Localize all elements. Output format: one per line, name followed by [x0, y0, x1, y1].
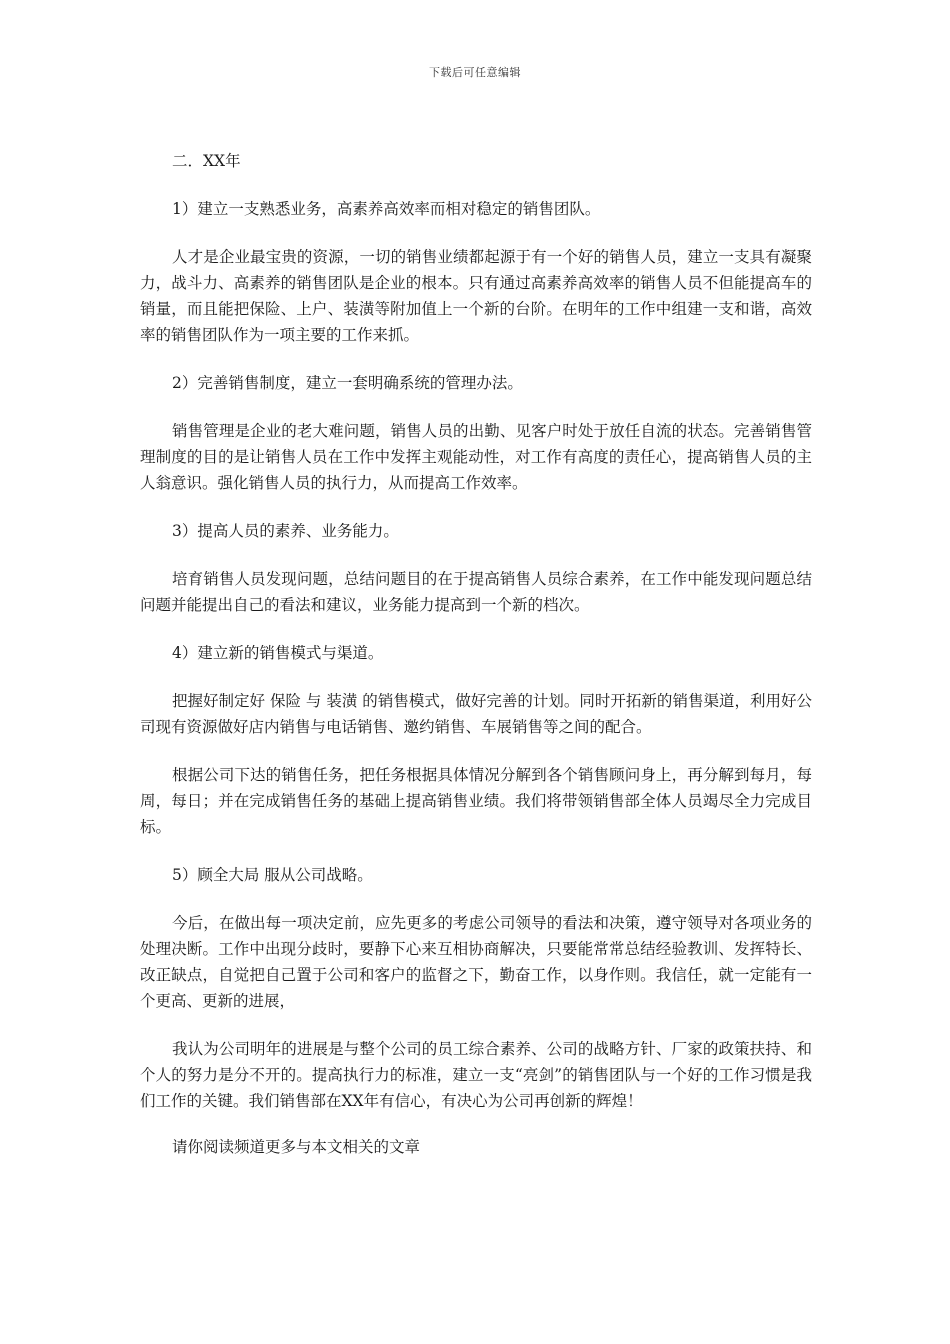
item-heading-2: 2）完善销售制度，建立一套明确系统的管理办法。 [172, 374, 523, 392]
paragraph-management: 销售管理是企业的老大难问题，销售人员的出勤、见客户时处于放任自流的状态。完善销售管理制度的目的是让销售人员在工作中发挥主观能动性，对工作有高度的责任心，提高销售人员的主人翁意识。强化销售人员的执行力，从而提高工作效率。 [140, 422, 812, 492]
document-body [140, 148, 812, 1160]
paragraph-sales-tasks: 根据公司下达的销售任务，把任务根据具体情况分解到各个销售顾问身上，再分解到每月，每周，每日；并在完成销售任务的基础上提高销售业绩。我们将带领销售部全体人员竭尽全力完成目标。 [140, 766, 812, 836]
paragraph-talent: 人才是企业最宝贵的资源，一切的销售业绩都起源于有一个好的销售人员，建立一支具有凝聚力，战斗力、高素养的销售团队是企业的根本。只有通过高素养高效率的销售人员不但能提高车的销量，而且能把保险、上户、装潢等附加值上一个新的台阶。在明年的工作中组建一支和谐，高效率的销售团队作为一项主要的工作来抓。 [140, 248, 812, 344]
item-heading-4: 4）建立新的销售模式与渠道。 [172, 644, 384, 662]
section-heading: 二．XX年 [172, 152, 241, 170]
paragraph-conclusion: 我认为公司明年的进展是与整个公司的员工综合素养、公司的战略方针、厂家的政策扶持、和个人的努力是分不开的。提高执行力的标准，建立一支“亮剑”的销售团队与一个好的工作习惯是我们工作的关键。我们销售部在XX年有信心，有决心为公司再创新的辉煌！ [140, 1040, 812, 1110]
related-articles-text: 请你阅读频道更多与本文相关的文章 [172, 1138, 421, 1156]
paragraph-decisions: 今后，在做出每一项决定前，应先更多的考虑公司领导的看法和决策，遵守领导对各项业务的处理决断。工作中出现分歧时，要静下心来互相协商解决，只要能常常总结经验教训、发挥特长、改正缺点，自觉把自己置于公司和客户的监督之下，勤奋工作，以身作则。我信任，就一定能有一个更高、更新的进展， [140, 914, 812, 1010]
page-header: 下载后可任意编辑 [429, 66, 521, 79]
paragraph-sales-model: 把握好制定好 保险 与 装潢 的销售模式，做好完善的计划。同时开拓新的销售渠道，利用好公司现有资源做好店内销售与电话销售、邀约销售、车展销售等之间的配合。 [140, 692, 812, 736]
item-heading-5: 5）顾全大局 服从公司战略。 [172, 866, 373, 884]
paragraph-training: 培育销售人员发现问题，总结问题目的在于提高销售人员综合素养，在工作中能发现问题总结问题并能提出自己的看法和建议，业务能力提高到一个新的档次。 [140, 570, 812, 614]
item-heading-3: 3）提高人员的素养、业务能力。 [172, 522, 399, 540]
item-heading-1: 1）建立一支熟悉业务，高素养高效率而相对稳定的销售团队。 [172, 200, 601, 218]
